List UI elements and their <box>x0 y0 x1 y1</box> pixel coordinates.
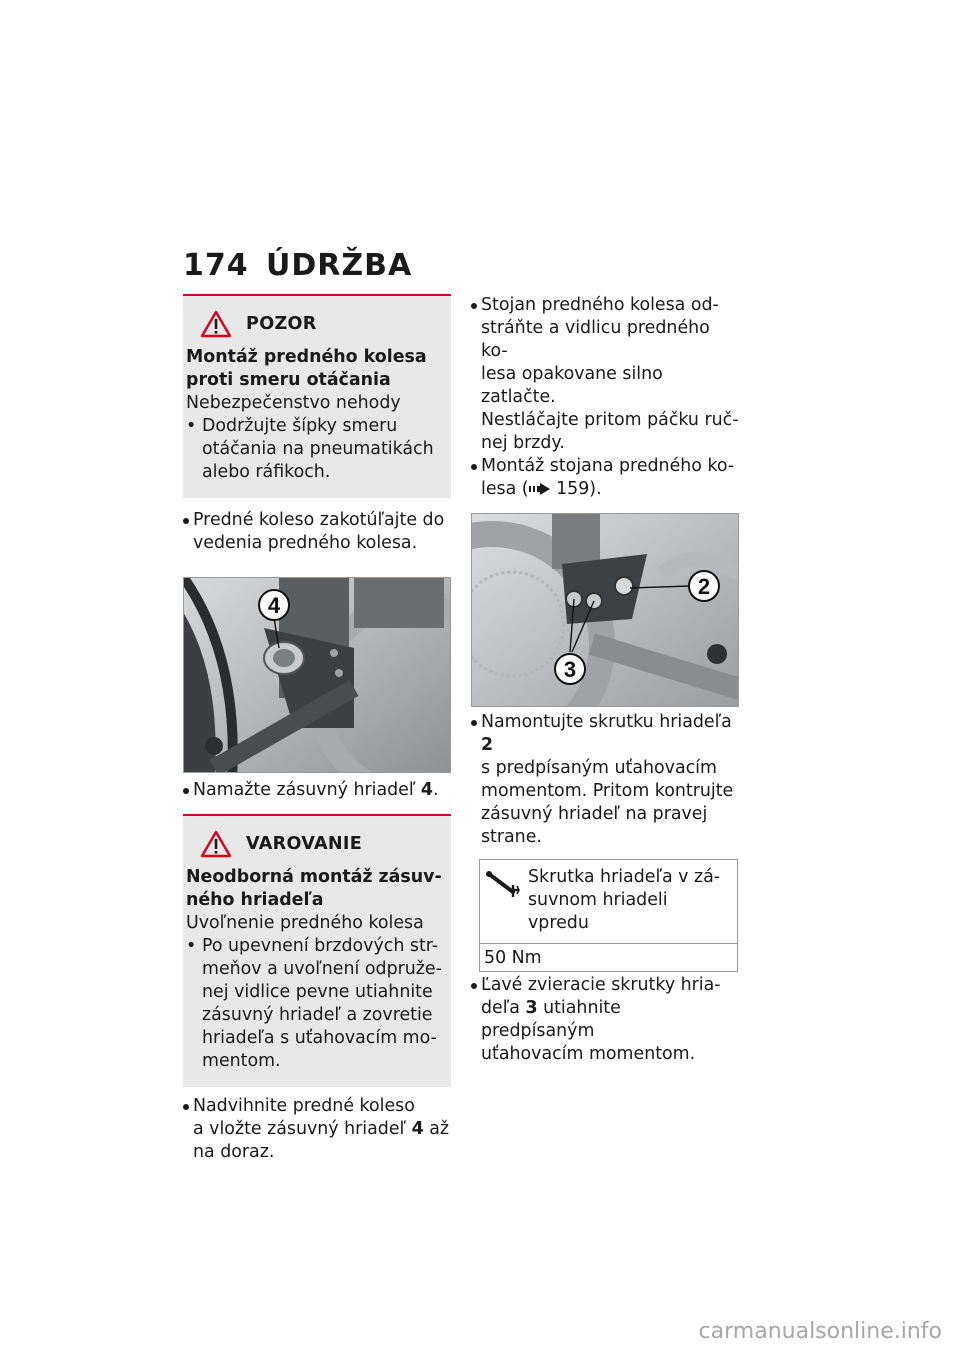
step-line: lesa ( <box>481 479 529 499</box>
clamp-illustration <box>472 514 739 707</box>
warning-item <box>186 935 445 1073</box>
step-install-stand <box>471 455 739 501</box>
torque-spec-label: Skrutka hriadeľa v zá- <box>528 867 721 887</box>
warning-item-line: hriadeľa s uťahovacím mo- <box>202 1028 437 1048</box>
callout-3: 3 <box>563 657 577 682</box>
step-line: Stojan predného kolesa od- <box>481 295 719 315</box>
step-line: vedenia predného kolesa. <box>193 533 418 553</box>
page-number: 174 <box>183 248 249 283</box>
step-line: na doraz. <box>193 1142 275 1162</box>
warning-label: VAROVANIE <box>246 833 363 854</box>
step-line: utiahnite predpísaným <box>481 998 621 1041</box>
step-line: momentom. Pritom kontrujte <box>481 781 734 801</box>
step-install-axle-bolt <box>471 711 739 849</box>
figure-axle-insertion <box>183 577 451 773</box>
step-line: stráňte a vidlicu predného ko- <box>481 318 710 361</box>
step-line: uťahovacím momentom. <box>481 1044 696 1064</box>
step-line: Nadvihnite predné koleso <box>193 1096 415 1116</box>
part-ref: 3 <box>525 998 538 1018</box>
step-line: až <box>423 1119 450 1139</box>
step-line: Nestláčajte pritom páčku ruč- <box>481 410 739 430</box>
torque-spec-table <box>479 859 738 972</box>
caution-heading-line-2: proti smeru otáčania <box>186 370 391 390</box>
warning-heading-line-2: ného hriadeľa <box>186 890 324 910</box>
warning-item-line: zásuvný hriadeľ a zovretie <box>202 1005 433 1025</box>
axle-illustration <box>184 578 451 773</box>
caution-item-line-3: alebo ráfikoch. <box>202 462 331 482</box>
caution-item <box>186 415 445 484</box>
page-reference-arrow-icon <box>529 483 551 495</box>
caution-heading-line-1: Montáž predného kolesa <box>186 347 427 367</box>
caution-hazard: Nebezpečenstvo nehody <box>186 393 401 413</box>
step-line: s predpísaným uťahovacím <box>481 758 717 778</box>
figure-axle-clamp-bolts <box>471 513 739 707</box>
warning-item-line: nej vidlice pevne utiahnite <box>202 982 433 1002</box>
step-line: zásuvný hriadeľ na pravej <box>481 804 708 824</box>
caution-box <box>183 294 451 498</box>
step-remove-stand <box>471 294 739 455</box>
caution-label: POZOR <box>246 313 317 334</box>
step-line: a vložte zásuvný hriadeľ <box>193 1119 412 1139</box>
caution-item-line-2: otáčania na pneumatikách <box>202 439 434 459</box>
step-line: Ľavé zvieracie skrutky hria- <box>481 975 721 995</box>
page-header <box>183 248 412 283</box>
warning-item-line: • Po upevnení brzdových str- <box>202 936 439 956</box>
step-lubricate-axle <box>183 779 451 802</box>
part-ref: 4 <box>420 780 433 800</box>
part-ref: 4 <box>411 1119 424 1139</box>
step-line: strane. <box>481 827 542 847</box>
step-line: deľa <box>481 998 526 1018</box>
caution-item-line-1: • Dodržujte šípky smeru <box>202 416 398 436</box>
callout-2: 2 <box>697 574 711 599</box>
torque-spec-value: 50 Nm <box>484 948 542 968</box>
watermark: carmanualsonline.info <box>698 1319 942 1344</box>
warning-box <box>183 814 451 1087</box>
step-tighten-clamp-bolts <box>471 974 739 1066</box>
step-line: Predné koleso zakotúľajte do <box>193 510 445 530</box>
warning-item-line: mentom. <box>202 1051 281 1071</box>
section-title: ÚDRŽBA <box>266 248 413 283</box>
step-line: Montáž stojana predného ko- <box>481 456 735 476</box>
right-column <box>471 294 739 1066</box>
torque-spec-label: suvnom hriadeli vpredu <box>528 890 668 933</box>
callout-4: 4 <box>267 593 281 618</box>
warning-triangle-icon <box>200 310 232 338</box>
step-roll-wheel <box>183 509 451 555</box>
part-ref: 2 <box>481 735 494 755</box>
torque-wrench-icon <box>486 868 522 898</box>
step-suffix: . <box>433 780 439 800</box>
warning-heading-line-1: Neodborná montáž zásuv- <box>186 867 442 887</box>
warning-item-line: meňov a uvoľnení odpruže- <box>202 959 442 979</box>
step-line: lesa opakovane silno zatlačte. <box>481 364 663 407</box>
left-column <box>183 294 451 1164</box>
warning-hazard: Uvoľnenie predného kolesa <box>186 913 424 933</box>
page-ref: 159). <box>550 479 602 499</box>
step-text: Namažte zásuvný hriadeľ <box>193 780 421 800</box>
step-line: Namontujte skrutku hriadeľa <box>481 712 732 732</box>
step-line: nej brzdy. <box>481 433 565 453</box>
step-insert-axle <box>183 1095 451 1164</box>
warning-triangle-icon <box>200 830 232 858</box>
